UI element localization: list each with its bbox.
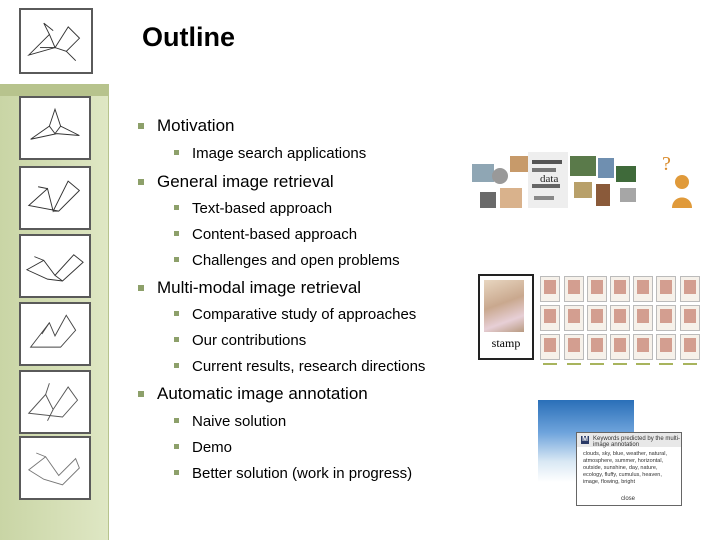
bullet-marker — [174, 311, 179, 316]
svg-text:?: ? — [662, 153, 671, 175]
sub-bullet: Comparative study of approaches — [192, 306, 417, 323]
thumbnail — [680, 305, 700, 331]
bullet-marker — [174, 257, 179, 262]
bullet-marker — [174, 470, 179, 475]
bullet-annotation: Automatic image annotation — [157, 384, 368, 403]
bullet-marker — [138, 179, 144, 185]
thumbnail — [587, 305, 607, 331]
bullet-marker — [174, 205, 179, 210]
bullet-marker — [138, 391, 144, 397]
collage-word: data — [540, 173, 559, 185]
crane-image-6 — [19, 436, 91, 500]
crane-image-4 — [19, 302, 91, 366]
crane-logo — [19, 8, 93, 74]
thumbnail — [564, 305, 584, 331]
image-collage — [470, 152, 650, 218]
sub-bullet: Naive solution — [192, 413, 287, 430]
thumbnail — [610, 276, 630, 302]
thumbnail — [610, 334, 630, 360]
thumbnail — [633, 334, 653, 360]
thumbnail — [656, 334, 676, 360]
crane-image-1 — [19, 96, 91, 160]
sub-bullet: Text-based approach — [192, 200, 333, 217]
sub-bullet: Image search applications — [192, 145, 367, 162]
bullet-marker — [174, 150, 179, 155]
thumbnail — [680, 276, 700, 302]
thumbnail — [540, 276, 560, 302]
popup-title: Keywords predicted by the multi-image annotation — [593, 436, 681, 448]
sub-bullet: Better solution (work in progress) — [192, 465, 413, 482]
m-logo-icon: M — [582, 436, 588, 443]
divider-line — [108, 84, 109, 540]
sub-bullet: Content-based approach — [192, 226, 358, 243]
annotation-popup — [576, 432, 682, 506]
sidebar-band — [0, 84, 108, 96]
thumbnail — [633, 305, 653, 331]
thumbnail — [656, 305, 676, 331]
thumbnail — [564, 276, 584, 302]
thumbnail — [680, 334, 700, 360]
sub-bullet: Challenges and open problems — [192, 252, 400, 269]
thumbnail — [587, 276, 607, 302]
bullet-marker — [174, 444, 179, 449]
thumbnail — [633, 276, 653, 302]
crane-image-3 — [19, 234, 91, 298]
thumbnail — [587, 334, 607, 360]
stamp-label: stamp — [491, 336, 521, 350]
thumbnail — [610, 305, 630, 331]
bullet-marker — [138, 123, 144, 129]
stamp-image — [478, 274, 534, 360]
bullet-marker — [174, 418, 179, 423]
close-link[interactable]: close — [621, 496, 636, 502]
sub-bullet: Demo — [192, 439, 233, 456]
thumbnail — [540, 334, 560, 360]
bullet-multimodal-retrieval: Multi-modal image retrieval — [157, 278, 362, 297]
thinking-person-icon — [656, 152, 700, 212]
thumbnail — [656, 276, 676, 302]
sub-bullet: Our contributions — [192, 332, 307, 349]
stamp-picture — [484, 280, 524, 332]
crane-image-2 — [19, 166, 91, 230]
bullet-marker — [174, 231, 179, 236]
thumbnail — [564, 334, 584, 360]
keyword-list: clouds, sky, blue, weather, natural, atmosphere, summer, horizontal, outside, sunshine, day, nature, ecology, fluffy, cumulus, heaven, image, flowing, bright — [583, 451, 667, 485]
bullet-general-retrieval: General image retrieval — [157, 172, 334, 191]
crane-image-5 — [19, 370, 91, 434]
bullet-marker — [174, 337, 179, 342]
slide-title: Outline — [142, 22, 235, 52]
bullet-motivation: Motivation — [157, 116, 235, 135]
sub-bullet: Current results, research directions — [192, 358, 426, 375]
bullet-marker — [174, 363, 179, 368]
bullet-marker — [138, 285, 144, 291]
thumbnail — [540, 305, 560, 331]
